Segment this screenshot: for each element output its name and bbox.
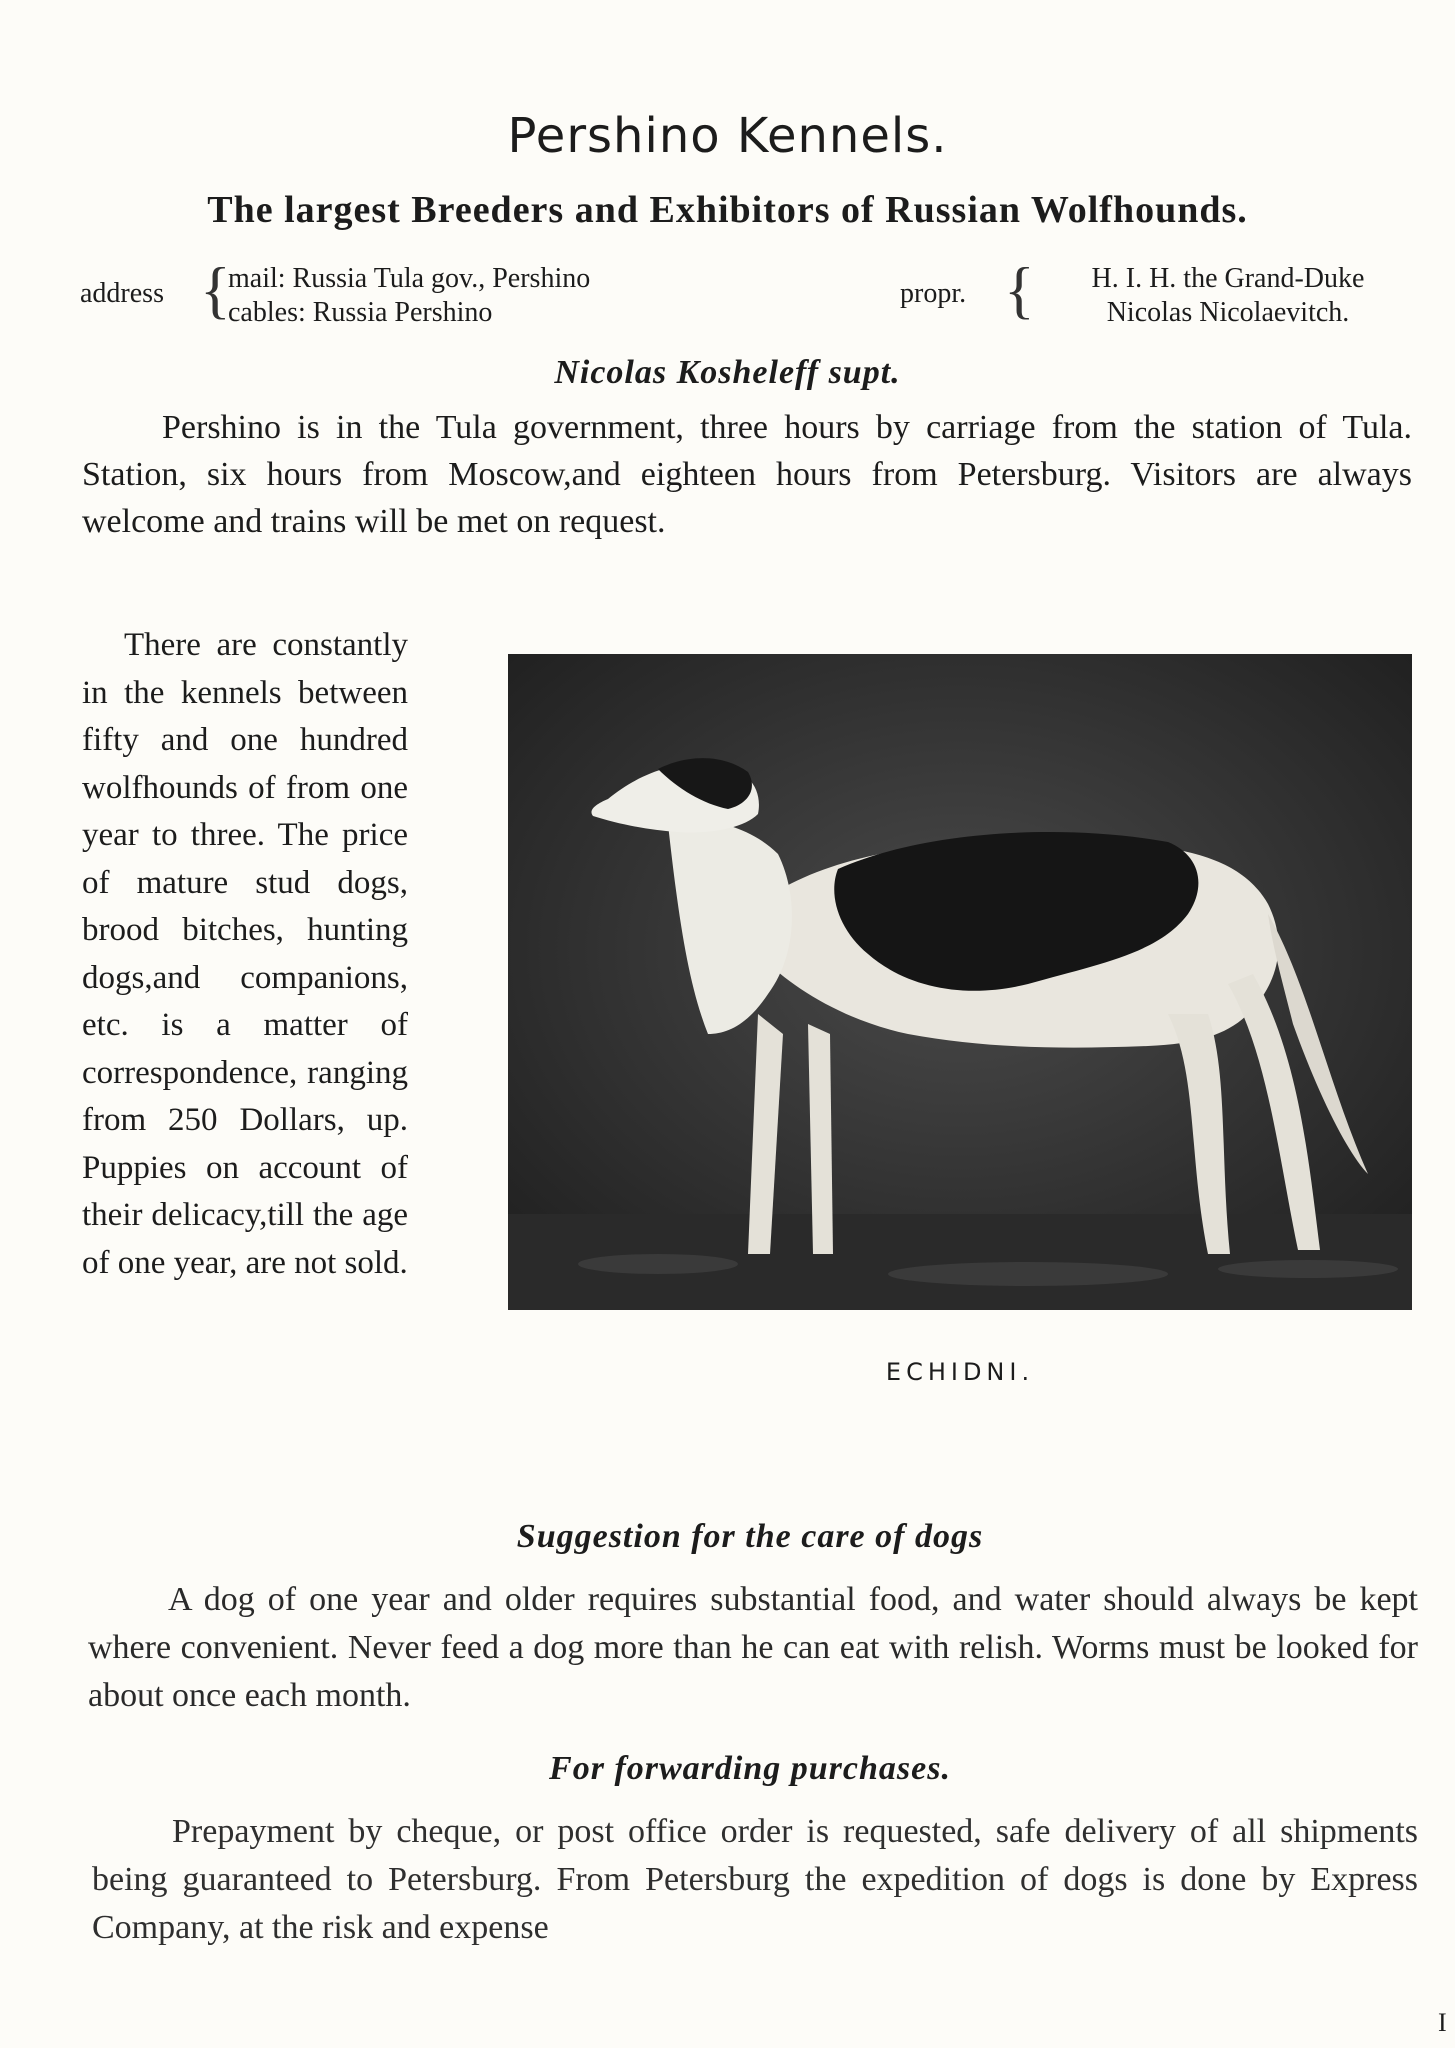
wolfhound-illustration (508, 654, 1412, 1310)
page-subtitle: The largest Breeders and Exhibitors of Russian Wolfhounds. (207, 189, 1248, 231)
photo-caption: ECHIDNI. (885, 1358, 1035, 1386)
address-cables: cables: Russia Pershino (228, 297, 493, 328)
page-title: Pershino Kennels. (507, 108, 948, 164)
intro-paragraph: Pershino is in the Tula government, three hours by carriage from the station of Tula. Station, six hours from Moscow,and eighteen hours from Petersburg. Visitors are always welcome and trains will be met on request. (82, 409, 1412, 540)
proprietor-line-2: Nicolas Nicolaevitch. (1106, 297, 1350, 328)
address-brace: { (200, 254, 231, 325)
address-block (228, 262, 590, 330)
address-mail: mail: Russia Tula gov., Pershino (228, 263, 591, 294)
proprietor-brace: { (1004, 254, 1035, 325)
forwarding-paragraph: Prepayment by cheque, or post office order is requested, safe delivery of all shipments being guaranteed to Petersburg. From Petersburg the expedition of dogs is done by Express Company, at the risk and expense (92, 1813, 1418, 1946)
proprietor-block (1028, 262, 1428, 330)
superintendent-line: Nicolas Kosheleff supt. (554, 354, 901, 391)
forwarding-heading: For forwarding purchases. (549, 1750, 951, 1787)
proprietor-label: propr. (900, 278, 967, 309)
care-paragraph: A dog of one year and older requires substantial food, and water should always be kept where convenient. Never feed a dog more than he can eat with relish. Worms must be looked for about once each month. (88, 1581, 1418, 1714)
kennel-description-paragraph: There are constantly in the kennels between fifty and one hundred wolfhounds of from one year to three. The price of mature stud dogs, brood bitches, hunting dogs,and companions, etc. is a matter of correspondence, ranging from 250 Dollars, up. Puppies on account of their delicacy,till the age of one year, are not sold. (82, 627, 408, 1281)
care-heading: Suggestion for the care of dogs (516, 1518, 984, 1555)
proprietor-line-1: H. I. H. the Grand-Duke (1091, 263, 1365, 294)
address-label: address (80, 278, 164, 309)
wolfhound-photo (508, 654, 1412, 1310)
page-number: I (1438, 2008, 1447, 2037)
